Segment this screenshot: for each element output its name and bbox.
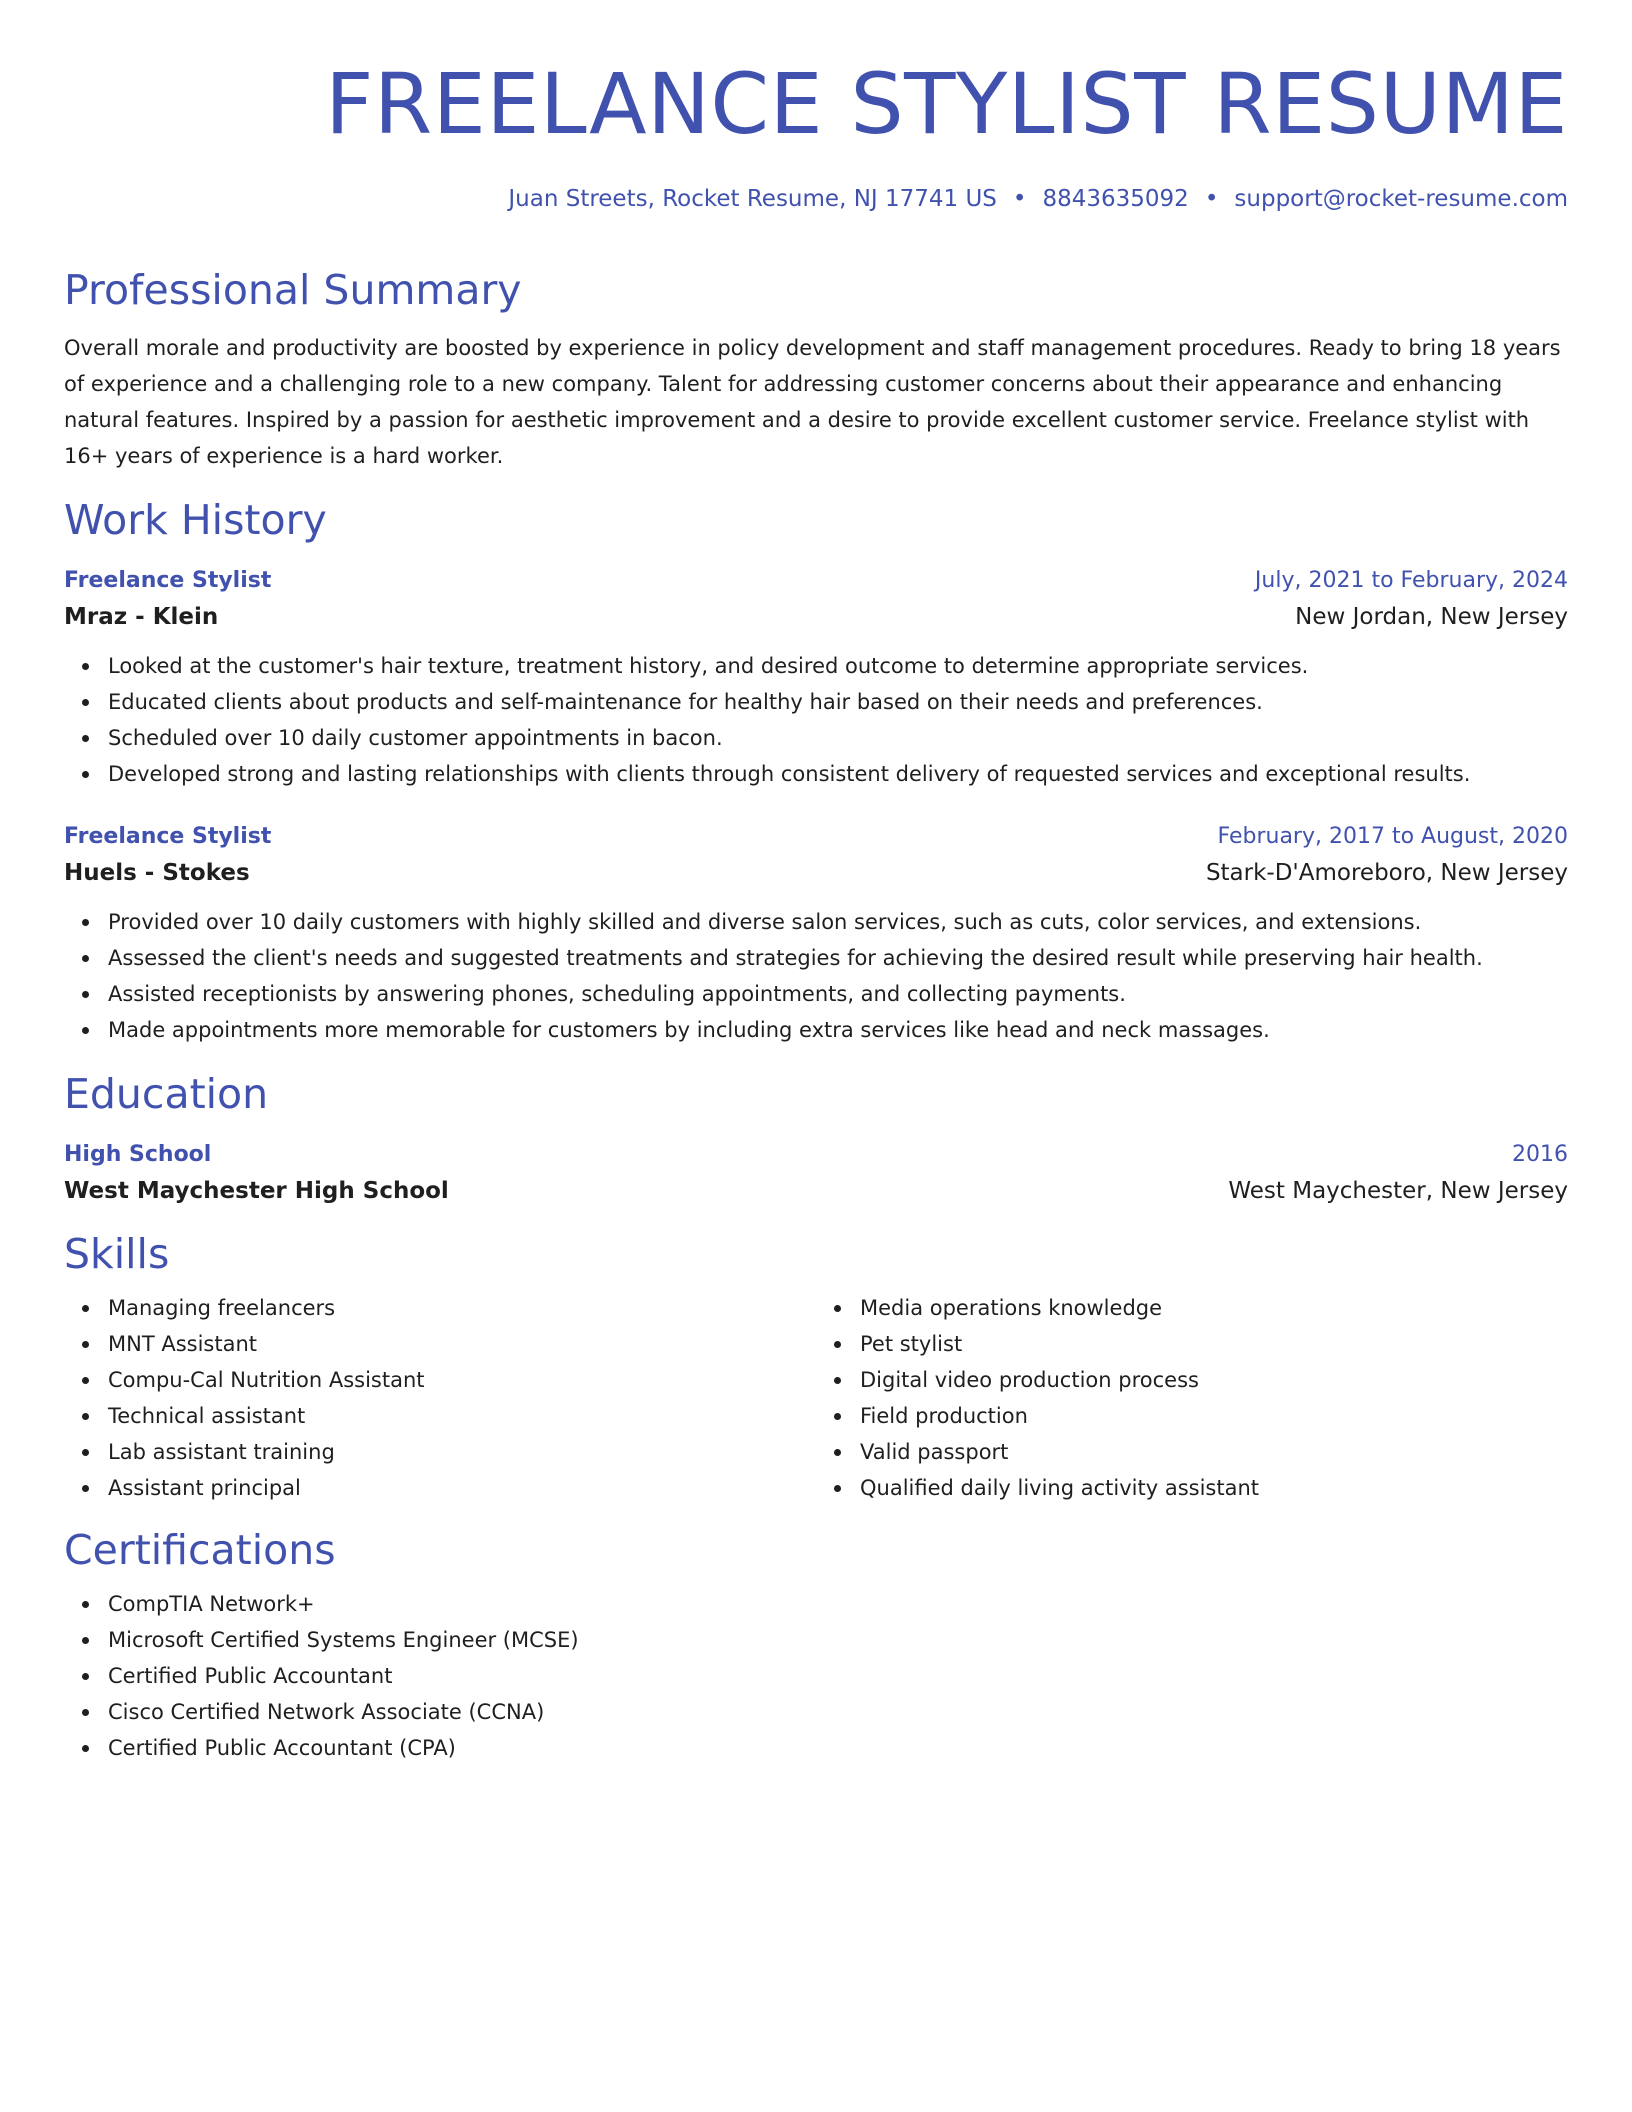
job-bullet: Developed strong and lasting relationships with clients through consistent delivery of requested services and exceptional results. [108,756,1568,792]
certifications-list [64,1586,1568,1766]
education-org-row [64,1172,1568,1210]
job-header-row [64,564,1568,598]
job-bullet: Assessed the client's needs and suggested treatments and strategies for achieving the desired result while preserving hair health. [108,940,1568,976]
job-dates: February, 2017 to August, 2020 [1217,824,1568,849]
education-heading: Education [64,1070,269,1118]
resume-title: FREELANCE STYLIST RESUME [325,55,1568,153]
certifications-section [64,1526,1568,1766]
skill-item: Pet stylist [860,1326,1568,1362]
work-history-heading: Work History [64,496,327,544]
certification-item: CompTIA Network+ [108,1586,1568,1622]
job-bullet: Educated clients about products and self-maintenance for healthy hair based on their needs and preferences. [108,684,1568,720]
education-degree: High School [64,1142,212,1167]
job-location: Stark-D'Amoreboro, New Jersey [1205,860,1568,886]
certification-item: Certified Public Accountant (CPA) [108,1730,1568,1766]
contact-separator: • [1204,186,1219,212]
job-org-row [64,854,1568,892]
contact-email: support@rocket-resume.com [1234,186,1568,212]
skill-item: Qualified daily living activity assistant [860,1470,1568,1506]
job-company: Huels - Stokes [64,860,250,886]
job-bullet: Made appointments more memorable for customers by including extra services like head and neck massages. [108,1012,1568,1048]
job-dates: July, 2021 to February, 2024 [1254,568,1568,593]
education-location: West Maychester, New Jersey [1228,1178,1568,1204]
job-header-row [64,820,1568,854]
skill-item: Lab assistant training [108,1434,816,1470]
job-title: Freelance Stylist [64,568,272,593]
job-entry [64,820,1568,1048]
education-entry [64,1138,1568,1210]
skill-item: Valid passport [860,1434,1568,1470]
skills-section [64,1230,1568,1506]
education-header-row [64,1138,1568,1172]
skills-grid [64,1278,1568,1506]
resume-header [64,56,1568,214]
skill-item: Managing freelancers [108,1290,816,1326]
certification-item: Certified Public Accountant [108,1658,1568,1694]
skills-list-left [64,1290,816,1506]
education-school: West Maychester High School [64,1178,449,1204]
contact-phone: 8843635092 [1042,186,1189,212]
summary-section [64,266,1568,474]
skills-list-right [816,1290,1568,1506]
skills-heading: Skills [64,1230,170,1278]
job-title: Freelance Stylist [64,824,272,849]
contact-line [64,184,1568,214]
certifications-heading: Certifications [64,1526,336,1574]
job-company: Mraz - Klein [64,604,219,630]
work-history-section [64,496,1568,1048]
certification-item: Microsoft Certified Systems Engineer (MCSE) [108,1622,1568,1658]
contact-address: Juan Streets, Rocket Resume, NJ 17741 US [508,186,997,212]
summary-heading: Professional Summary [64,266,522,314]
job-org-row [64,598,1568,636]
contact-separator: • [1012,186,1027,212]
job-bullets [64,648,1568,792]
job-bullet: Looked at the customer's hair texture, treatment history, and desired outcome to determine appropriate services. [108,648,1568,684]
job-location: New Jordan, New Jersey [1295,604,1568,630]
certification-item: Cisco Certified Network Associate (CCNA) [108,1694,1568,1730]
job-bullet: Assisted receptionists by answering phones, scheduling appointments, and collecting payments. [108,976,1568,1012]
job-entry [64,564,1568,792]
job-bullet: Provided over 10 daily customers with highly skilled and diverse salon services, such as cuts, color services, and extensions. [108,904,1568,940]
skill-item: Digital video production process [860,1362,1568,1398]
skill-item: Assistant principal [108,1470,816,1506]
job-bullet: Scheduled over 10 daily customer appointments in bacon. [108,720,1568,756]
skill-item: Media operations knowledge [860,1290,1568,1326]
skill-item: Field production [860,1398,1568,1434]
skill-item: Compu-Cal Nutrition Assistant [108,1362,816,1398]
skill-item: MNT Assistant [108,1326,816,1362]
job-bullets [64,904,1568,1048]
summary-text: Overall morale and productivity are boosted by experience in policy development and staff management procedures. Ready to bring 18 years of experience and a challenging role to a new company. Talent for addressing customer concerns about their appearance and enhancing natural features. Inspired by a passion for aesthetic improvement and a desire to provide excellent customer service. Freelance stylist with 16+ years of experience is a hard worker. [64,336,1561,468]
education-section [64,1070,1568,1210]
education-year: 2016 [1512,1142,1568,1167]
skill-item: Technical assistant [108,1398,816,1434]
